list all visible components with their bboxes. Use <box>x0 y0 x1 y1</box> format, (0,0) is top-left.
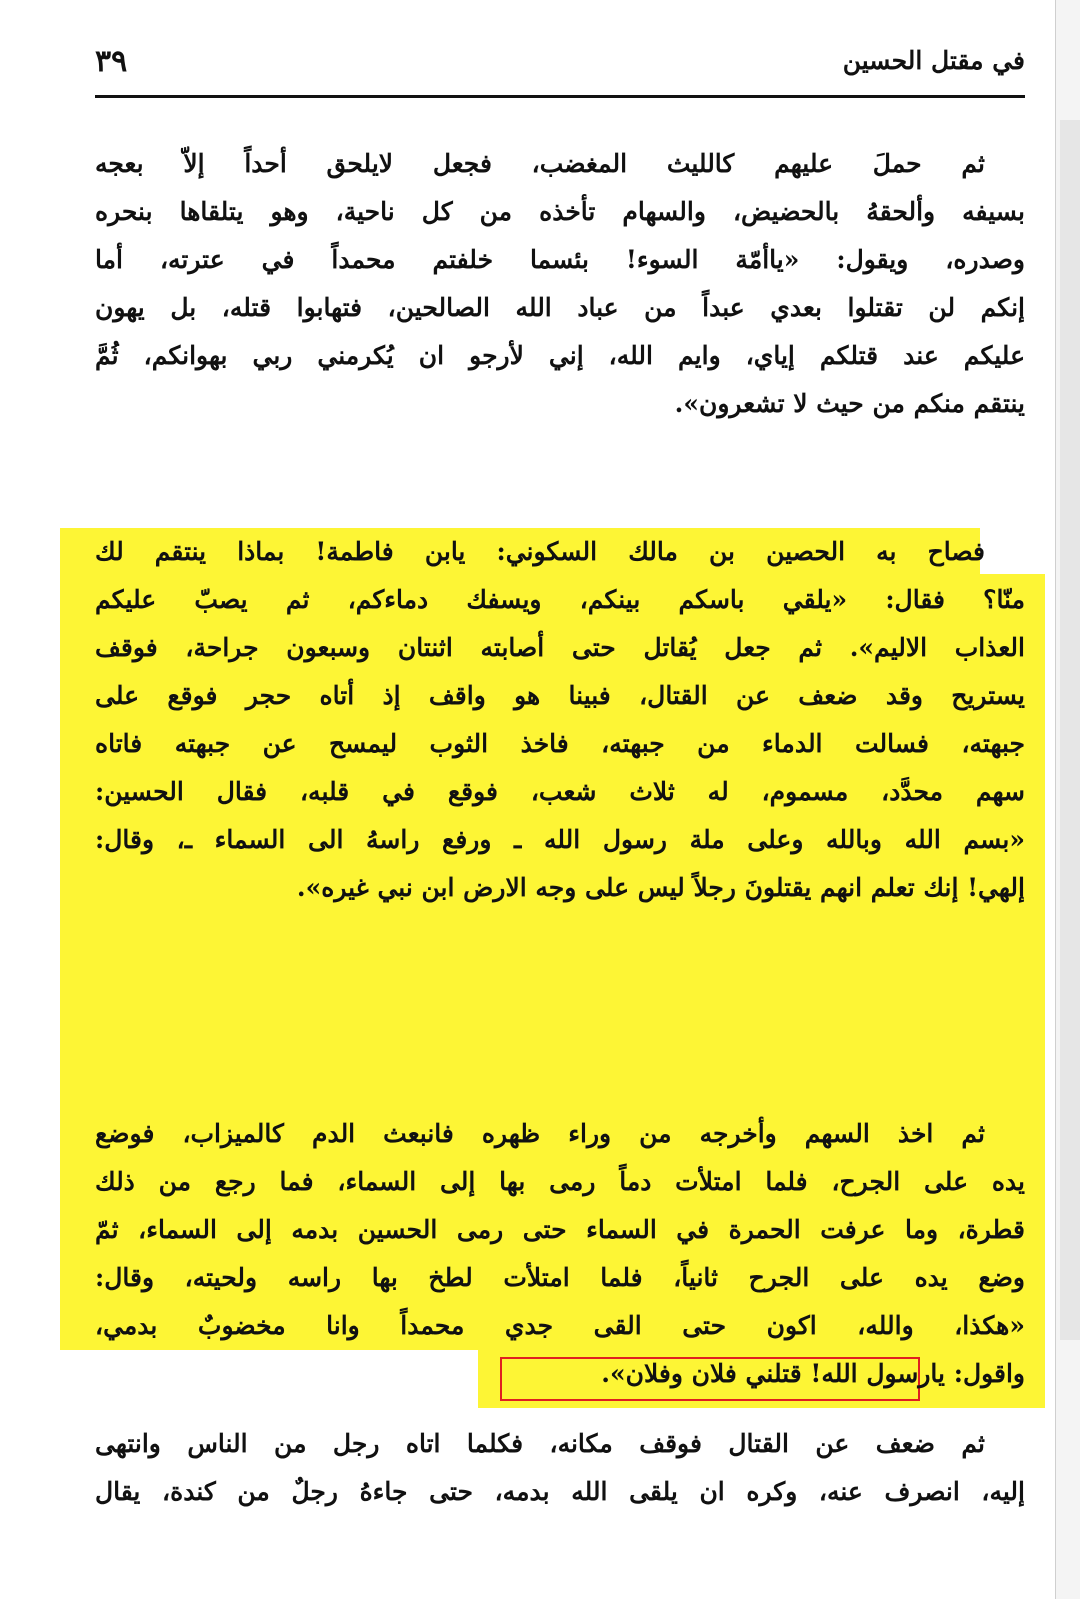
text-line: يده على الجرح، فلما امتلأت دماً رمى بها إلى السماء، فما رجع من ذلك <box>95 1167 1025 1196</box>
text-line: جبهته، فسالت الدماء من جبهته، فاخذ الثوب ليمسح عن جبهته فاتاه <box>95 729 1025 758</box>
text-line: ثم حملَ عليهم كالليث المغضب، فجعل لايلحق أحداً إلاّ بعجه <box>95 149 985 178</box>
paragraph-3 <box>95 1110 1025 1398</box>
text-line: العذاب الاليم». ثم جعل يُقاتل حتى أصابته اثنتان وسبعون جراحة، فوقف <box>95 633 1025 662</box>
page-edge-strip <box>1060 120 1080 1340</box>
text-line: وصدره، ويقول: «ياأمّة السوء! بئسما خلفتم محمداً في عترته، أما <box>95 245 1025 274</box>
paragraph-2 <box>95 528 1025 912</box>
text-line: إنكم لن تقتلوا بعدي عبداً من عباد الله الصالحين، فتهابوا قتله، بل يهون <box>95 293 1025 322</box>
text-line: بسيفه وألحقهُ بالحضيض، والسهام تأخذه من كل ناحية، وهو يتلقاها بنحره <box>95 197 1025 226</box>
page-edge-shadow <box>1055 0 1080 1599</box>
text-line: فصاح به الحصين بن مالك السكوني: يابن فاطمة! بماذا ينتقم لك <box>95 537 985 566</box>
text-line: عليكم عند قتلكم إياي، وايم الله، إني لأرجو ان يُكرمني ربي بهوانكم، ثُمَّ <box>95 341 1025 370</box>
text-line: ينتقم منكم من حيث لا تشعرون». <box>674 389 1025 418</box>
text-line: إلهي! إنك تعلم انهم يقتلونَ رجلاً ليس على وجه الارض ابن نبي غيره». <box>296 873 1025 902</box>
text-line-final <box>95 1350 1025 1398</box>
text-line: قطرة، وما عرفت الحمرة في السماء حتى رمى الحسين بدمه إلى السماء، ثمّ <box>95 1215 1025 1244</box>
text-line: ثم ضعف عن القتال فوقف مكانه، فكلما اتاه رجل من الناس وانتهى <box>95 1429 985 1458</box>
header-rule <box>95 95 1025 98</box>
text-line: «هكذا، والله، اكون حتى القى جدي محمداً وانا مخضوبٌ بدمي، <box>95 1311 1025 1340</box>
paragraph-1 <box>95 140 1025 428</box>
page-header <box>95 44 1025 94</box>
text-line: إليه، انصرف عنه، وكره ان يلقى الله بدمه، حتى جاءهُ رجلٌ من كندة، يقال <box>95 1477 1025 1506</box>
text-line: «بسم الله وبالله وعلى ملة رسول الله ـ ورفع راسهُ الى السماء ـ، وقال: <box>95 825 1025 854</box>
text-line: منّا؟ فقال: «يلقي باسكم بينكم، ويسفك دماءكم، ثم يصبّ عليكم <box>95 585 1025 614</box>
boxed-quote: يارسول الله! قتلني فلان وفلان». <box>601 1359 946 1388</box>
text-line: يستريح وقد ضعف عن القتال، فبينا هو واقف إذ أتاه حجر فوقع على <box>95 681 1025 710</box>
paragraph-4 <box>95 1420 1025 1516</box>
text-line: سهم محدَّد، مسموم، له ثلاث شعب، فوقع في قلبه، فقال الحسين: <box>95 777 1025 806</box>
text-line: وضع يده على الجرح ثانياً، فلما امتلأت لطخ بها راسه ولحيته، وقال: <box>95 1263 1025 1292</box>
page-number: ٣٩ <box>95 44 128 79</box>
running-title: في مقتل الحسين <box>842 46 1025 75</box>
lead-text: واقول: <box>945 1359 1025 1388</box>
text-line: ثم اخذ السهم وأخرجه من وراء ظهره فانبعث الدم كالميزاب، فوضع <box>95 1119 985 1148</box>
